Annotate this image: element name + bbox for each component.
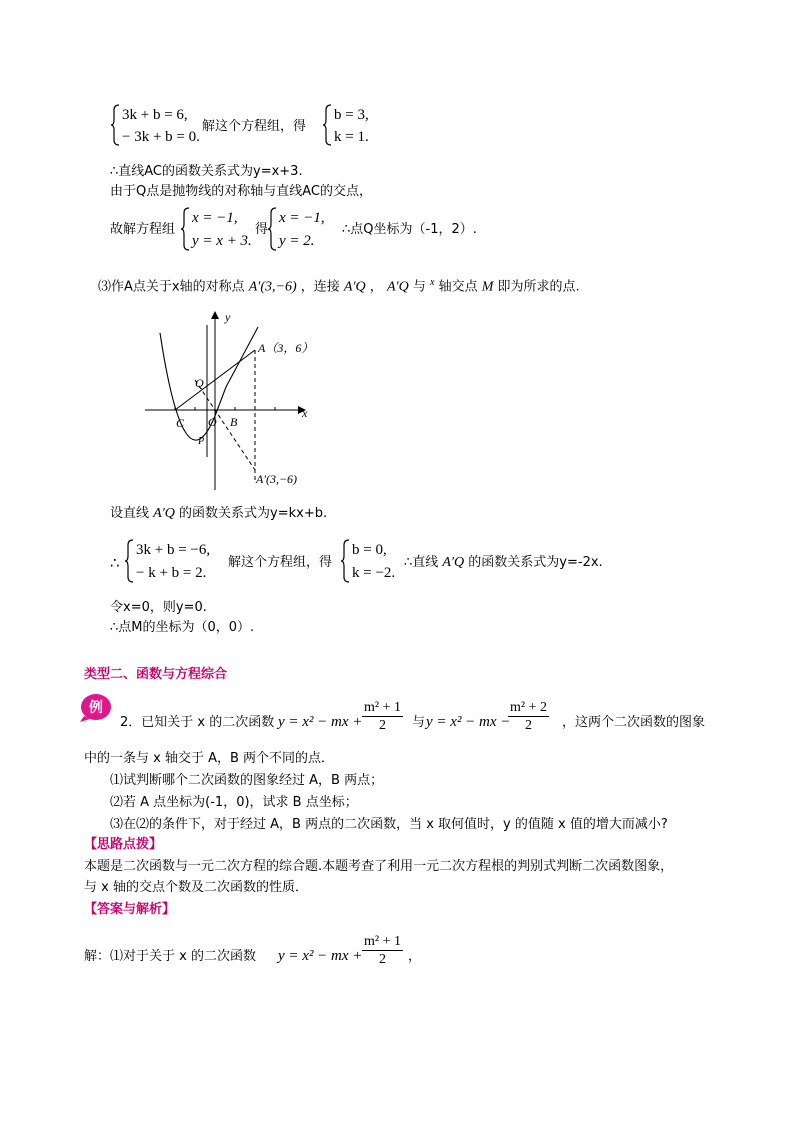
parabola-graph bbox=[140, 305, 330, 495]
q-intersection-text: 由于Q点是抛物线的对称轴与直线AC的交点， bbox=[110, 184, 372, 199]
solution-system-1 bbox=[322, 104, 382, 146]
example-line2: 中的一条与 x 轴交于 A，B 两个不同的点． bbox=[84, 751, 335, 766]
let-x-text: 令x=0，则y=0. bbox=[110, 600, 207, 615]
example-f1: y = x² − mx + bbox=[278, 714, 363, 730]
left-brace-icon bbox=[340, 539, 350, 583]
label-a: A（3，6） bbox=[258, 341, 314, 355]
sys3-suffix bbox=[404, 556, 603, 570]
y-axis-arrow-icon bbox=[211, 311, 219, 319]
hint-line-2: 与 x 轴的交点个数及二次函数的性质． bbox=[84, 880, 308, 895]
sys3-suffix-var: A′Q bbox=[442, 555, 465, 570]
example-f1-num: m² + 1 bbox=[364, 700, 401, 715]
example-f2-num: m² + 2 bbox=[510, 700, 547, 715]
part3-text-6: 即为所求的点. bbox=[497, 279, 580, 295]
x-var: x bbox=[429, 277, 435, 288]
solution-post: ， bbox=[408, 949, 422, 964]
left-brace-icon bbox=[180, 207, 190, 251]
hint-title: 【思路点拨】 bbox=[84, 837, 163, 852]
sys1-mid-text: 解这个方程组，得 bbox=[202, 119, 307, 134]
label-b: B bbox=[230, 415, 238, 429]
a-prime-point: A′(3,−6) bbox=[248, 279, 297, 295]
example-badge-icon bbox=[80, 692, 114, 722]
line-a-prime-q bbox=[195, 380, 255, 470]
sys2-eq1: x = −1, bbox=[192, 210, 238, 226]
part3-line bbox=[98, 278, 580, 294]
part3-text-5: 轴交点 bbox=[438, 279, 478, 295]
question-1: ⑴试判断哪个二次函数的图象经过 A，B 两点； bbox=[110, 773, 384, 788]
line-ac-text: ∴直线AC的函数关系式为y=x+3. bbox=[110, 164, 303, 179]
sys3-suffix-pre: ∴直线 bbox=[404, 555, 439, 570]
example-intro: 2．已知关于 x 的二次函数 bbox=[120, 715, 275, 730]
sys1-eq2: − 3k + b = 0. bbox=[122, 129, 200, 145]
sys3-eq2: − k + b = 2. bbox=[136, 565, 207, 581]
sys3-suffix-post: 的函数关系式为y=-2x. bbox=[468, 555, 603, 570]
a-prime-q-2: A′Q bbox=[386, 279, 409, 295]
label-a-prime: A′(3,−6) bbox=[256, 472, 298, 486]
example-f2-fraction bbox=[508, 700, 549, 735]
question-2: ⑵若 A 点坐标为(-1，0)，试求 B 点坐标； bbox=[110, 795, 358, 810]
sys1-r1: b = 3, bbox=[334, 107, 369, 123]
example-f1-den: 2 bbox=[378, 718, 386, 733]
sys2-r2: y = 2. bbox=[279, 233, 315, 249]
solution-den: 2 bbox=[378, 952, 386, 967]
equation-system-2 bbox=[180, 207, 260, 251]
label-c: C bbox=[176, 416, 185, 430]
part3-text-3: ， bbox=[369, 279, 383, 295]
set-line-pre: 设直线 bbox=[110, 506, 150, 521]
left-brace-icon bbox=[322, 104, 332, 146]
sys2-prefix: 故解方程组 bbox=[110, 222, 176, 237]
solution-num: m² + 1 bbox=[364, 934, 401, 949]
sys3-mid-text: 解这个方程组，得 bbox=[228, 555, 333, 570]
solution-system-3 bbox=[340, 539, 410, 583]
label-q: Q bbox=[195, 376, 204, 390]
sys3-r2: k = −2. bbox=[352, 565, 396, 581]
answer-title: 【答案与解析】 bbox=[84, 902, 176, 917]
left-brace-icon bbox=[110, 104, 120, 146]
example-f1-fraction bbox=[362, 700, 403, 735]
m-var: M bbox=[481, 279, 494, 295]
equation-system-1 bbox=[110, 104, 210, 146]
set-line-post: 的函数关系式为y=kx+b. bbox=[179, 506, 328, 521]
sys1-eq1: 3k + b = 6, bbox=[122, 107, 188, 123]
solution-system-2 bbox=[267, 207, 337, 251]
solution-pre: 解：⑴对于关于 x 的二次函数 bbox=[84, 949, 256, 964]
sys2-suffix: ∴点Q坐标为（-1，2）. bbox=[342, 222, 477, 237]
a-prime-q-1: A′Q bbox=[343, 279, 366, 295]
example-tail: ，这两个二次函数的图象 bbox=[562, 715, 706, 730]
set-line-var: A′Q bbox=[153, 506, 175, 521]
label-o: O bbox=[208, 415, 217, 429]
hint-line-1: 本题是二次函数与一元二次方程的综合题.本题考查了利用一元二次方程根的判别式判断二次函数图象， bbox=[84, 859, 674, 874]
label-y: y bbox=[225, 310, 231, 324]
example-f2: y = x² − mx − bbox=[426, 714, 511, 730]
solution-fraction bbox=[362, 934, 403, 969]
label-x: x bbox=[302, 406, 308, 420]
equation-system-3 bbox=[124, 539, 224, 583]
example-f2-den: 2 bbox=[524, 718, 532, 733]
part3-text-2: ，连接 bbox=[300, 279, 340, 295]
solution-f: y = x² − mx + bbox=[278, 948, 363, 964]
set-line-text bbox=[110, 507, 327, 521]
sys2-eq2: y = x + 3. bbox=[192, 233, 252, 249]
section-title: 类型二、函数与方程综合 bbox=[84, 667, 228, 682]
left-brace-icon bbox=[267, 207, 277, 251]
example-badge-text: 例 bbox=[89, 700, 103, 716]
sys3-eq1: 3k + b = −6, bbox=[136, 542, 211, 558]
sys1-r2: k = 1. bbox=[334, 129, 369, 145]
example-mid: 与 bbox=[412, 715, 426, 730]
label-p: P bbox=[198, 436, 205, 447]
left-brace-icon bbox=[124, 539, 134, 583]
question-3: ⑶在⑵的条件下，对于经过 A，B 两点的二次函数，当 x 取何值时，y 的值随 x 值的增大而减小? bbox=[110, 817, 668, 832]
sys2-r1: x = −1, bbox=[279, 210, 325, 226]
part3-text-4: 与 bbox=[412, 279, 426, 295]
sys3-r1: b = 0, bbox=[352, 542, 387, 558]
sys2-mid-text: 得 bbox=[255, 222, 269, 237]
m-coord-text: ∴点M的坐标为（0，0）. bbox=[110, 620, 255, 635]
therefore-symbol: ∴ bbox=[110, 554, 120, 572]
part3-text-1: ⑶作A点关于x轴的对称点 bbox=[98, 279, 245, 295]
